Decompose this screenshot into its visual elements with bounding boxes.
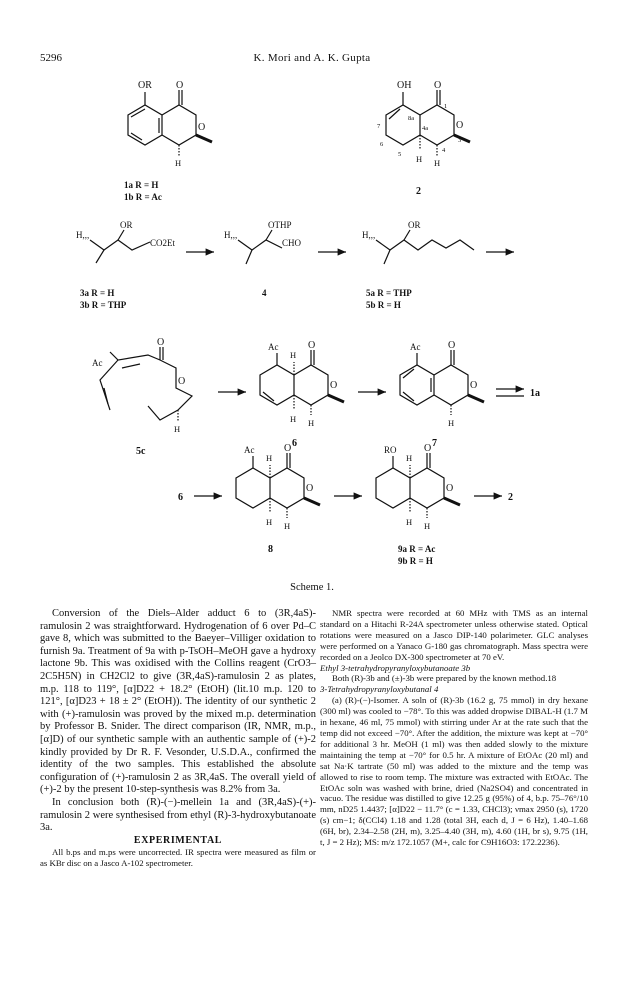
svg-text:O: O xyxy=(456,120,464,131)
structure-5 xyxy=(362,220,474,310)
label-1b: 1b R = Ac xyxy=(124,192,162,202)
svg-text:Ac: Ac xyxy=(244,445,255,455)
svg-text:1: 1 xyxy=(444,103,448,110)
svg-text:O: O xyxy=(446,483,454,494)
page-number: 5296 xyxy=(40,52,62,64)
svg-text:O: O xyxy=(198,122,206,133)
structure-2 xyxy=(377,80,470,197)
structure-5c xyxy=(92,337,192,457)
svg-text:OR: OR xyxy=(120,220,133,230)
paragraph: Conversion of the Diels–Alder adduct 6 to (3R,4aS)-ramulosin 2 was straightforward. Hydrogenation of 6 over Pd–C gave 8, which was submitted to the Baeyer–Villiger oxidation to furnish 9a. Treatment of 9a with p-TsOH–MeOH gave a hydroxy lactone 9b. This was oxidised with the Collins reagent (CrO3–2C5H5N) in CH2Cl2 to give (3R,4aS)-ramulosin 2 as plates, m.p. 118 to 119°, [α]D22 + 18.2° (EtOH) (lit.10 m.p. 120 to 121°, [α]D23 + 18 ± 2° (EtOH)). The identity of our synthetic 2 with (+)-ramulosin was proved by the mixed m.p. determination by Professor B. Snider. The direct comparison (IR, NMR, m.p., [α]D) of our synthetic sample with an authentic sample of (+)-2 kindly provided by Dr R. F. Vesonder, U.S.D.A., confirmed the identity of the two samples. This established the absolute configuration of (+)-ramulosin 2 as 3R,4aS. The overall yield of (+)-2 by the present 10-step-synthesis was 8.2% from 3a. xyxy=(40,608,316,796)
label-9a: 9a R = Ac xyxy=(398,544,436,554)
page-header xyxy=(0,52,624,68)
svg-text:H: H xyxy=(175,158,182,168)
svg-text:OTHP: OTHP xyxy=(268,220,292,230)
paragraph: All b.ps and m.ps were uncorrected. IR spectra were measured as film or as KBr disc on a Jasco A-102 spectrometer. xyxy=(40,847,316,869)
scheme-caption: Scheme 1. xyxy=(290,582,334,593)
structure-3 xyxy=(76,220,176,310)
svg-text:H,,,: H,,, xyxy=(76,230,90,240)
svg-text:O: O xyxy=(306,483,314,494)
svg-text:H: H xyxy=(406,453,413,463)
svg-text:O: O xyxy=(424,443,432,454)
svg-text:O: O xyxy=(330,380,338,391)
label-8: 8 xyxy=(268,544,273,555)
svg-text:7: 7 xyxy=(377,123,381,130)
left-column xyxy=(40,608,316,869)
target-1a: 1a xyxy=(530,388,540,399)
paragraph: In conclusion both (R)-(−)-mellein 1a and (3R,4aS)-(+)-ramulosin 2 were synthesised from ethyl (R)-3-hydroxybutanoate 3a. xyxy=(40,796,316,834)
label-6-start: 6 xyxy=(178,492,183,503)
svg-text:4a: 4a xyxy=(422,125,429,132)
svg-text:H: H xyxy=(424,521,431,531)
svg-text:3: 3 xyxy=(458,137,462,144)
subheading: Ethyl 3-tetrahydropyranyloxybutanoate 3b xyxy=(320,662,471,673)
svg-text:H: H xyxy=(416,154,423,164)
structure-9 xyxy=(376,443,460,566)
paragraph: (a) (R)-(−)-Isomer. A soln of (R)-3b (16.2 g, 75 mmol) in dry hexane (300 ml) was cooled to −78°. To this was added dropwise DIBAL-H (1.7 M in hexane, 46 ml, 75 mmol) with stirring under Ar at the rate such that the temp did not exceed −70°. After the addition, the mixture was kept at −70° for additional 3 hr. MeOH (1 ml) was then added slowly to the mixture maintaining the temp at −70° for 0.5 hr. A mixture of EtOAc (20 ml) and sat Na·K tartrate (50 ml) was added to the mixture and the temp was allowed to rise to room temp. The mixture was extracted with EtOAc. The EtOAc soln was washed with brine, dried (Na2SO4) and concentrated in vacuo. The residue was distilled to give 12.25 g (95%) of 4, b.p. 75–76°/10 mm, nD25 1.4437; [α]D22 − 11.7° (c = 1.33, CHCl3); νmax 2950 (s), 1720 (s) cm−1; δ(CCl4) 1.18 and 1.28 (total 3H, each d, J = 6 Hz), 1.40–1.68 (6H, br), 2.34–2.58 (2H, m), 3.25–4.40 (3H, m), 4.60 (1H, br s), 9.75 (1H, t, J = 2 Hz); MS: m/z 172.1057 (M+, calc for C9H16O3: 172.2236). xyxy=(320,695,588,848)
label-4: 4 xyxy=(262,288,267,298)
svg-text:H: H xyxy=(434,158,441,168)
svg-text:O: O xyxy=(157,337,165,348)
svg-text:O: O xyxy=(284,443,292,454)
label-1a: 1a R = H xyxy=(124,180,159,190)
paragraph: Both (R)-3b and (±)-3b were prepared by the known method.18 xyxy=(332,673,557,684)
svg-text:O: O xyxy=(308,340,316,351)
structure-7 xyxy=(400,340,484,449)
reaction-scheme xyxy=(0,70,624,580)
svg-text:H,,,: H,,, xyxy=(224,230,238,240)
label-3a: 3a R = H xyxy=(80,288,115,298)
label-2: 2 xyxy=(416,186,421,197)
svg-text:RO: RO xyxy=(384,445,397,455)
structure-8 xyxy=(236,443,320,555)
svg-text:OR: OR xyxy=(408,220,421,230)
svg-text:H,,,: H,,, xyxy=(362,230,376,240)
subheading: 3-Tetrahydropyranyloxybutanal 4 xyxy=(320,684,439,695)
paragraph: NMR spectra were recorded at 60 MHz with TMS as an internal standard on a Hitachi R-24A spectrometer unless otherwise stated. Optical rotations were measured on a Jasco DIP-140 polarimeter. GLC analyses were performed on a Yanaco G-180 gas chromatograph. Mass spectra were recorded on a Jeolco DX-300 spectrometer at 70 eV. xyxy=(320,608,588,662)
label-7: 7 xyxy=(432,438,437,449)
structure-1 xyxy=(124,80,212,202)
running-authors: K. Mori and A. K. Gupta xyxy=(253,52,371,64)
label-9b: 9b R = H xyxy=(398,556,433,566)
svg-text:H: H xyxy=(448,418,455,428)
svg-text:O: O xyxy=(434,80,442,91)
section-heading: EXPERIMENTAL xyxy=(133,834,223,846)
svg-text:O: O xyxy=(470,380,478,391)
svg-text:CO2Et: CO2Et xyxy=(150,238,176,248)
right-column xyxy=(320,608,588,848)
svg-text:H: H xyxy=(290,414,297,424)
svg-text:OH: OH xyxy=(397,80,412,91)
structure-4 xyxy=(224,220,302,298)
label-5b: 5b R = H xyxy=(366,300,401,310)
svg-text:H: H xyxy=(266,517,273,527)
svg-text:H: H xyxy=(406,517,413,527)
target-2: 2 xyxy=(508,492,513,503)
svg-text:O: O xyxy=(448,340,456,351)
label-5c: 5c xyxy=(136,446,146,457)
svg-text:H: H xyxy=(290,350,297,360)
svg-text:H: H xyxy=(284,521,291,531)
svg-text:H: H xyxy=(174,424,181,434)
svg-text:4: 4 xyxy=(442,147,446,154)
svg-text:H: H xyxy=(308,418,315,428)
svg-text:CHO: CHO xyxy=(282,238,302,248)
svg-text:5: 5 xyxy=(398,151,402,158)
svg-text:Ac: Ac xyxy=(410,342,421,352)
svg-text:O: O xyxy=(176,80,184,91)
structure-6 xyxy=(260,340,344,449)
svg-text:H: H xyxy=(266,453,273,463)
label-5a: 5a R = THP xyxy=(366,288,412,298)
svg-text:Ac: Ac xyxy=(268,342,279,352)
svg-text:8a: 8a xyxy=(408,115,415,122)
label-6: 6 xyxy=(292,438,297,449)
svg-text:OR: OR xyxy=(138,80,152,91)
svg-text:6: 6 xyxy=(380,141,384,148)
svg-text:O: O xyxy=(178,376,186,387)
label-3b: 3b R = THP xyxy=(80,300,127,310)
svg-text:Ac: Ac xyxy=(92,358,103,368)
